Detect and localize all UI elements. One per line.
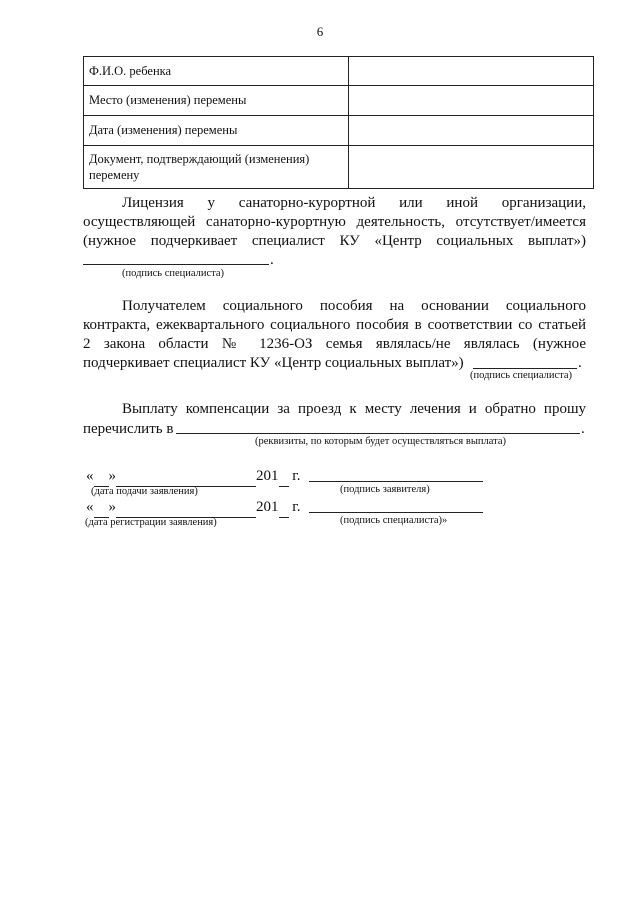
payment-line-2: перечислить в xyxy=(83,421,174,437)
table-row xyxy=(84,146,594,189)
table-row xyxy=(84,57,594,86)
table-cell-value[interactable] xyxy=(349,86,594,116)
recipient-line-2: контракта, ежеквартального социального пособия в соответствии со статьей xyxy=(83,317,586,333)
table-cell-value[interactable] xyxy=(349,116,594,146)
applicant-signature-line[interactable] xyxy=(309,481,483,482)
registration-date: « » 201 г. xyxy=(86,498,300,518)
payment-details-caption: (реквизиты, по которым будет осуществляться выплата) xyxy=(255,436,506,447)
table-cell-label: Ф.И.О. ребенка xyxy=(84,57,349,86)
license-line-3: (нужное подчеркивает специалист КУ «Центр социальных выплат») xyxy=(83,233,586,249)
table-cell-label: Документ, подтверждающий (изменения) перемену xyxy=(84,146,349,189)
application-date: « » 201 г. xyxy=(86,467,300,487)
date-year-field[interactable] xyxy=(279,498,289,518)
application-date-caption: (дата подачи заявления) xyxy=(91,486,198,497)
info-table xyxy=(83,56,594,189)
license-signature-caption: (подпись специалиста) xyxy=(122,268,225,279)
registration-date-caption: (дата регистрации заявления) xyxy=(85,517,217,528)
recipient-line-4: подчеркивает специалист КУ «Центр социальных выплат») xyxy=(83,355,464,371)
table-cell-value[interactable] xyxy=(349,146,594,189)
recipient-line-3: 2 закона области № 1236-ОЗ семья являлась/не являлась (нужное xyxy=(83,336,586,352)
table-row xyxy=(84,116,594,146)
applicant-signature-caption: (подпись заявителя) xyxy=(340,484,430,495)
payment-end-dot: . xyxy=(581,421,585,437)
recipient-line-1: Получателем социального пособия на основании социального xyxy=(122,298,586,314)
payment-line-1: Выплату компенсации за проезд к месту лечения и обратно прошу xyxy=(122,401,586,417)
date-month-field[interactable] xyxy=(116,467,256,487)
recipient-end-dot: . xyxy=(578,355,582,371)
specialist-signature-caption: (подпись специалиста)» xyxy=(340,515,448,526)
license-end-dot: . xyxy=(270,252,274,268)
table-cell-label: Дата (изменения) перемены xyxy=(84,116,349,146)
date-day-field[interactable] xyxy=(94,498,109,518)
license-line-2: осуществляющей санаторно-курортную деятельность, отсутствует/имеется xyxy=(83,214,586,230)
date-month-field[interactable] xyxy=(116,498,256,518)
license-signature-line[interactable] xyxy=(83,264,269,265)
payment-details-line[interactable] xyxy=(176,433,580,434)
date-day-field[interactable] xyxy=(94,467,109,487)
date-year-field[interactable] xyxy=(279,467,289,487)
recipient-signature-line[interactable] xyxy=(473,368,577,369)
page-number: 6 xyxy=(316,24,324,39)
table-row xyxy=(84,86,594,116)
table-cell-value[interactable] xyxy=(349,57,594,86)
table-cell-label: Место (изменения) перемены xyxy=(84,86,349,116)
specialist-signature-line[interactable] xyxy=(309,512,483,513)
license-line-1: Лицензия у санаторно-курортной или иной организации, xyxy=(122,195,586,211)
recipient-signature-caption: (подпись специалиста) xyxy=(470,370,573,381)
